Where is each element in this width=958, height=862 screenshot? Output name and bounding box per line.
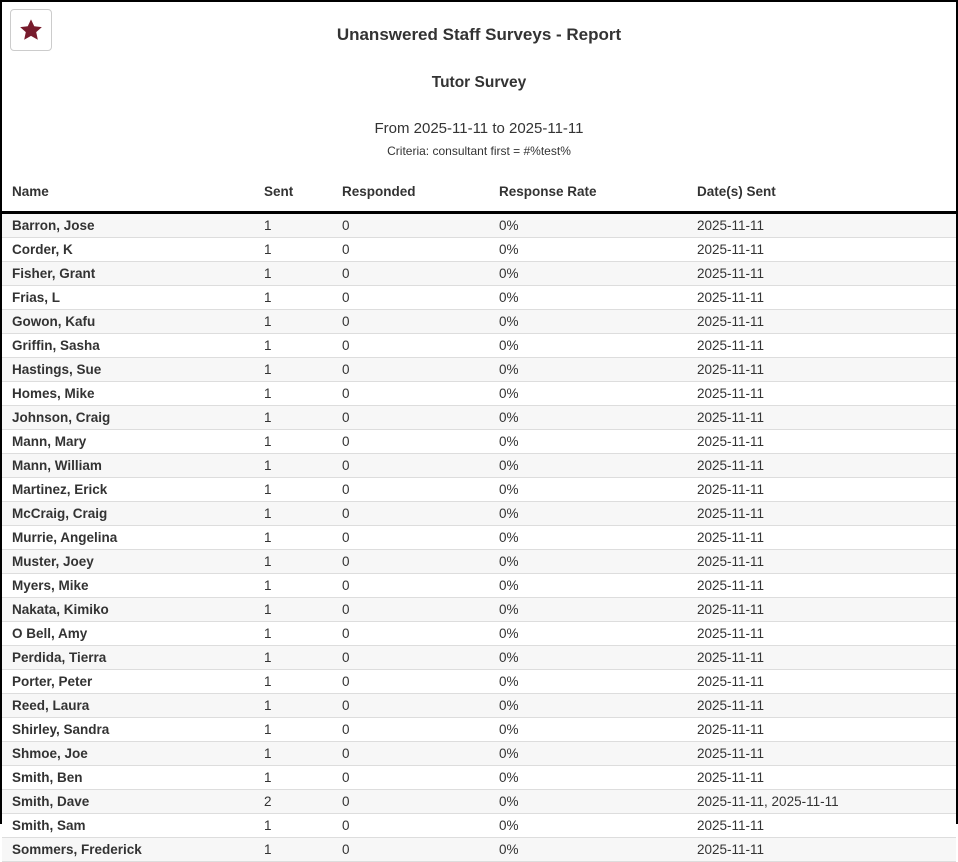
cell-response-rate: 0% <box>499 482 519 497</box>
table-row <box>2 694 956 718</box>
cell-dates-sent: 2025-11-11 <box>697 386 765 401</box>
cell-dates-sent: 2025-11-11 <box>697 482 765 497</box>
cell-name: Martinez, Erick <box>12 482 108 497</box>
table-row <box>2 814 956 838</box>
cell-dates-sent: 2025-11-11 <box>697 770 765 785</box>
cell-sent: 1 <box>264 602 272 617</box>
cell-dates-sent: 2025-11-11 <box>697 674 765 689</box>
table-row <box>2 670 956 694</box>
star-button[interactable] <box>10 9 52 51</box>
table-row <box>2 790 956 814</box>
cell-name: McCraig, Craig <box>12 506 108 521</box>
cell-dates-sent: 2025-11-11 <box>697 530 765 545</box>
cell-responded: 0 <box>342 218 350 233</box>
cell-response-rate: 0% <box>499 746 519 761</box>
cell-responded: 0 <box>342 818 350 833</box>
cell-responded: 0 <box>342 554 350 569</box>
cell-sent: 1 <box>264 650 272 665</box>
cell-sent: 1 <box>264 698 272 713</box>
cell-sent: 1 <box>264 434 272 449</box>
cell-response-rate: 0% <box>499 698 519 713</box>
table-row <box>2 622 956 646</box>
cell-response-rate: 0% <box>499 218 519 233</box>
cell-response-rate: 0% <box>499 722 519 737</box>
cell-dates-sent: 2025-11-11 <box>697 410 765 425</box>
cell-dates-sent: 2025-11-11 <box>697 242 765 257</box>
table-row <box>2 838 956 862</box>
col-header-dates-sent: Date(s) Sent <box>697 185 956 213</box>
cell-response-rate: 0% <box>499 602 519 617</box>
cell-response-rate: 0% <box>499 506 519 521</box>
cell-name: Murrie, Angelina <box>12 530 118 545</box>
cell-responded: 0 <box>342 698 350 713</box>
table-row <box>2 454 956 478</box>
col-header-name: Name <box>2 185 264 213</box>
table-row <box>2 502 956 526</box>
cell-sent: 1 <box>264 266 272 281</box>
cell-dates-sent: 2025-11-11 <box>697 290 765 305</box>
cell-sent: 1 <box>264 746 272 761</box>
cell-responded: 0 <box>342 722 350 737</box>
cell-dates-sent: 2025-11-11 <box>697 722 765 737</box>
star-icon <box>18 17 44 43</box>
col-header-sent: Sent <box>264 185 342 213</box>
cell-sent: 1 <box>264 338 272 353</box>
cell-response-rate: 0% <box>499 794 519 809</box>
col-header-responded: Responded <box>342 185 499 213</box>
cell-sent: 1 <box>264 242 272 257</box>
table-row <box>2 766 956 790</box>
cell-sent: 1 <box>264 818 272 833</box>
cell-responded: 0 <box>342 362 350 377</box>
table-row <box>2 238 956 262</box>
cell-responded: 0 <box>342 290 350 305</box>
cell-name: Shirley, Sandra <box>12 722 110 737</box>
cell-responded: 0 <box>342 314 350 329</box>
cell-dates-sent: 2025-11-11 <box>697 506 765 521</box>
page-title: Unanswered Staff Surveys - Report <box>336 25 622 44</box>
cell-dates-sent: 2025-11-11 <box>697 746 765 761</box>
cell-sent: 1 <box>264 530 272 545</box>
cell-name: Johnson, Craig <box>12 410 111 425</box>
cell-response-rate: 0% <box>499 362 519 377</box>
cell-response-rate: 0% <box>499 434 519 449</box>
cell-name: Smith, Ben <box>12 770 83 785</box>
cell-sent: 1 <box>264 314 272 329</box>
cell-response-rate: 0% <box>499 578 519 593</box>
table-row <box>2 574 956 598</box>
cell-sent: 1 <box>264 218 272 233</box>
cell-sent: 1 <box>264 554 272 569</box>
cell-name: Frias, L <box>12 290 61 305</box>
table-header-row <box>2 185 956 213</box>
table-row <box>2 478 956 502</box>
table-row <box>2 430 956 454</box>
cell-name: Perdida, Tierra <box>12 650 107 665</box>
table-row <box>2 358 956 382</box>
cell-sent: 1 <box>264 386 272 401</box>
cell-sent: 2 <box>264 794 272 809</box>
cell-name: Nakata, Kimiko <box>12 602 109 617</box>
cell-sent: 1 <box>264 458 272 473</box>
cell-response-rate: 0% <box>499 410 519 425</box>
table-row <box>2 213 956 238</box>
cell-response-rate: 0% <box>499 290 519 305</box>
cell-sent: 1 <box>264 674 272 689</box>
cell-name: Barron, Jose <box>12 218 95 233</box>
cell-response-rate: 0% <box>499 674 519 689</box>
cell-sent: 1 <box>264 842 272 857</box>
cell-response-rate: 0% <box>499 626 519 641</box>
cell-dates-sent: 2025-11-11 <box>697 458 765 473</box>
cell-responded: 0 <box>342 602 350 617</box>
cell-response-rate: 0% <box>499 242 519 257</box>
cell-name: Porter, Peter <box>12 674 93 689</box>
cell-name: Smith, Sam <box>12 818 86 833</box>
survey-results-table <box>2 185 956 862</box>
cell-sent: 1 <box>264 290 272 305</box>
table-row <box>2 310 956 334</box>
table-row <box>2 334 956 358</box>
cell-dates-sent: 2025-11-11 <box>697 266 765 281</box>
cell-responded: 0 <box>342 458 350 473</box>
cell-name: Gowon, Kafu <box>12 314 96 329</box>
cell-dates-sent: 2025-11-11 <box>697 602 765 617</box>
cell-name: Griffin, Sasha <box>12 338 100 353</box>
cell-name: Shmoe, Joe <box>12 746 88 761</box>
cell-sent: 1 <box>264 578 272 593</box>
cell-responded: 0 <box>342 770 350 785</box>
table-row <box>2 382 956 406</box>
cell-responded: 0 <box>342 674 350 689</box>
cell-sent: 1 <box>264 506 272 521</box>
cell-responded: 0 <box>342 746 350 761</box>
cell-response-rate: 0% <box>499 266 519 281</box>
cell-responded: 0 <box>342 530 350 545</box>
cell-response-rate: 0% <box>499 530 519 545</box>
criteria-line: Criteria: consultant first = #%test% <box>387 144 571 158</box>
cell-sent: 1 <box>264 482 272 497</box>
cell-name: Corder, K <box>12 242 73 257</box>
cell-dates-sent: 2025-11-11 <box>697 314 765 329</box>
cell-name: Muster, Joey <box>12 554 94 569</box>
cell-responded: 0 <box>342 578 350 593</box>
cell-sent: 1 <box>264 626 272 641</box>
cell-response-rate: 0% <box>499 386 519 401</box>
table-row <box>2 550 956 574</box>
cell-responded: 0 <box>342 242 350 257</box>
cell-responded: 0 <box>342 434 350 449</box>
cell-responded: 0 <box>342 626 350 641</box>
cell-sent: 1 <box>264 410 272 425</box>
cell-responded: 0 <box>342 482 350 497</box>
cell-name: O Bell, Amy <box>12 626 88 641</box>
cell-dates-sent: 2025-11-11, 2025-11-11 <box>697 794 839 809</box>
cell-responded: 0 <box>342 338 350 353</box>
cell-dates-sent: 2025-11-11 <box>697 842 765 857</box>
cell-dates-sent: 2025-11-11 <box>697 218 765 233</box>
cell-name: Smith, Dave <box>12 794 90 809</box>
table-row <box>2 598 956 622</box>
table-row <box>2 262 956 286</box>
cell-sent: 1 <box>264 770 272 785</box>
cell-sent: 1 <box>264 722 272 737</box>
cell-dates-sent: 2025-11-11 <box>697 554 765 569</box>
cell-name: Homes, Mike <box>12 386 95 401</box>
cell-responded: 0 <box>342 794 350 809</box>
cell-name: Myers, Mike <box>12 578 89 593</box>
table-row <box>2 742 956 766</box>
table-row <box>2 406 956 430</box>
cell-responded: 0 <box>342 842 350 857</box>
cell-responded: 0 <box>342 650 350 665</box>
cell-response-rate: 0% <box>499 650 519 665</box>
cell-dates-sent: 2025-11-11 <box>697 626 765 641</box>
table-row <box>2 526 956 550</box>
cell-response-rate: 0% <box>499 842 519 857</box>
table-row <box>2 646 956 670</box>
cell-dates-sent: 2025-11-11 <box>697 434 765 449</box>
cell-dates-sent: 2025-11-11 <box>697 818 765 833</box>
cell-response-rate: 0% <box>499 458 519 473</box>
cell-responded: 0 <box>342 386 350 401</box>
col-header-response-rate: Response Rate <box>499 185 697 213</box>
cell-dates-sent: 2025-11-11 <box>697 362 765 377</box>
cell-response-rate: 0% <box>499 338 519 353</box>
cell-sent: 1 <box>264 362 272 377</box>
cell-name: Fisher, Grant <box>12 266 96 281</box>
cell-responded: 0 <box>342 506 350 521</box>
cell-dates-sent: 2025-11-11 <box>697 650 765 665</box>
cell-response-rate: 0% <box>499 554 519 569</box>
cell-name: Mann, William <box>12 458 102 473</box>
cell-name: Hastings, Sue <box>12 362 102 377</box>
cell-response-rate: 0% <box>499 818 519 833</box>
cell-name: Sommers, Frederick <box>12 842 142 857</box>
cell-responded: 0 <box>342 266 350 281</box>
survey-name: Tutor Survey <box>431 74 527 91</box>
cell-responded: 0 <box>342 410 350 425</box>
table-row <box>2 286 956 310</box>
table-row <box>2 718 956 742</box>
cell-dates-sent: 2025-11-11 <box>697 698 765 713</box>
cell-dates-sent: 2025-11-11 <box>697 578 765 593</box>
cell-name: Mann, Mary <box>12 434 87 449</box>
cell-response-rate: 0% <box>499 770 519 785</box>
cell-dates-sent: 2025-11-11 <box>697 338 765 353</box>
date-range: From 2025-11-11 to 2025-11-11 <box>374 120 584 137</box>
cell-response-rate: 0% <box>499 314 519 329</box>
cell-name: Reed, Laura <box>12 698 90 713</box>
